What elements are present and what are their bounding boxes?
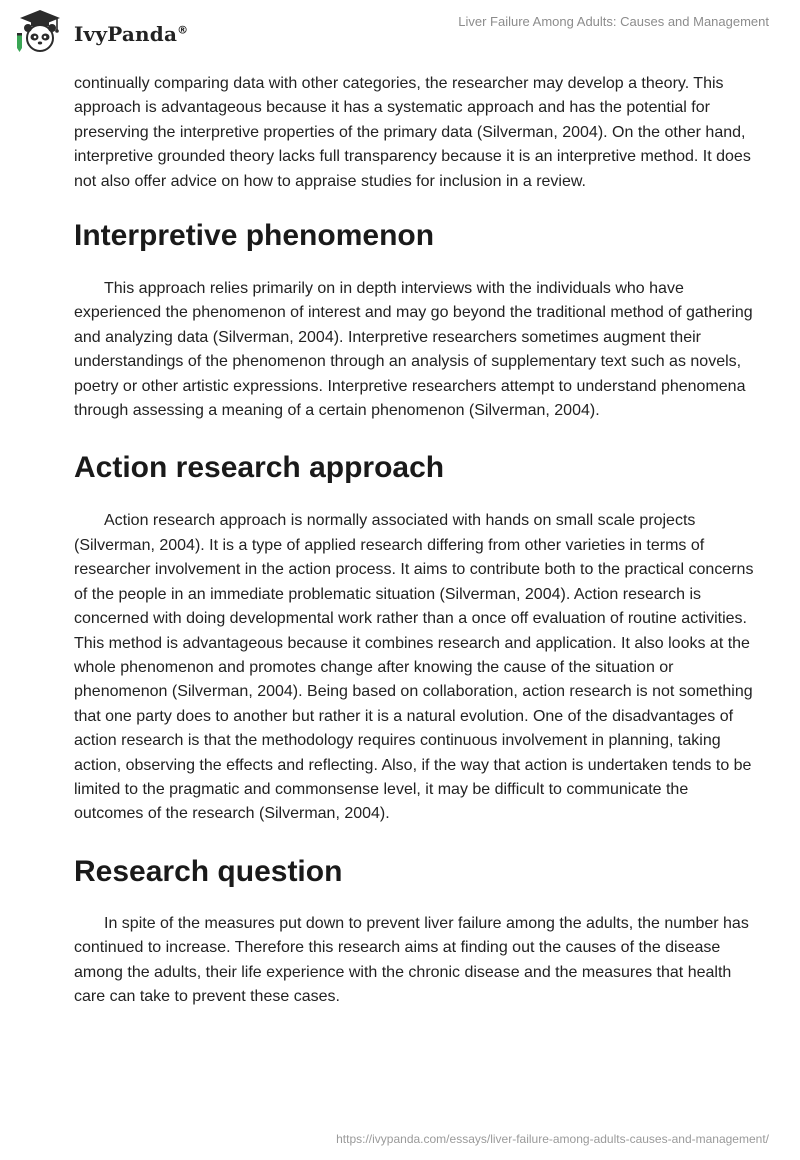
interpretive-paragraph: This approach relies primarily on in depth interviews with the individuals who have experienced the phenomenon of interest and may go beyond the traditional method of gathering and analyzing data (Silverman, 2004). Interpretive researchers sometimes augment their understandings of the phenomenon through an analysis of supplementary text such as novels, poetry or other artistic expressions. Interpretive researchers attempt to understand phenomena through assessing a meaning of a certain phenomenon (Silverman, 2004). [74,280,753,420]
source-url-link[interactable]: https://ivypanda.com/essays/liver-failure-among-adults-causes-and-management/ [336,1132,769,1146]
intro-paragraph: continually comparing data with other categories, the researcher may develop a theory. This approach is advantageous because it has a systematic approach and has the potential for preserving the interpretive properties of the primary data (Silverman, 2004). On the other hand, interpretive grounded theory lacks full transparency because it is an interpretive method. It does not also offer advice on how to appraise studies for inclusion in a review. [74,75,751,190]
registered-mark: ® [177,23,189,37]
action-research-paragraph: Action research approach is normally associated with hands on small scale projects (Silverman, 2004). It is a type of applied research differing from other varieties in terms of researcher involvement in the action process. It aims to contribute both to the practical concerns of the people in an immediate problematic situation (Silverman, 2004). Action research is concerned with doing developmental work rather than a once off evaluation of routine activities. This method is advantageous because it combines research and application. It also looks at the whole phenomenon and promotes change after knowing the cause of the situation or phenomenon (Silverman, 2004). Being based on collaboration, action research is not something that one party does to another but rather it is a natural evolution. One of the disadvantages of action research is that the methodology requires continuous involvement in planning, taking action, observing the effects and reflecting. Also, if the way that action is undertaken tends to be limited to the pragmatic and commonsense level, it may be difficult to communicate the outcomes of the research (Silverman, 2004). [74,512,754,823]
brand-logo[interactable] [14,8,188,54]
essay-content [74,72,754,1009]
heading-action-research: Action research approach [74,451,445,485]
heading-research-question: Research question [74,854,343,888]
panda-logo-icon [14,8,66,54]
document-title: Liver Failure Among Adults: Causes and Management [458,14,769,29]
heading-interpretive-phenomenon: Interpretive phenomenon [74,219,435,253]
page-header [0,0,800,60]
brand-name: IvyPanda® [74,22,189,46]
research-question-paragraph: In spite of the measures put down to prevent liver failure among the adults, the number has continued to increase. Therefore this research aims at finding out the causes of the disease among the adults, their life experience with the chronic disease and the measures that health care can take to prevent these cases. [74,914,749,1005]
